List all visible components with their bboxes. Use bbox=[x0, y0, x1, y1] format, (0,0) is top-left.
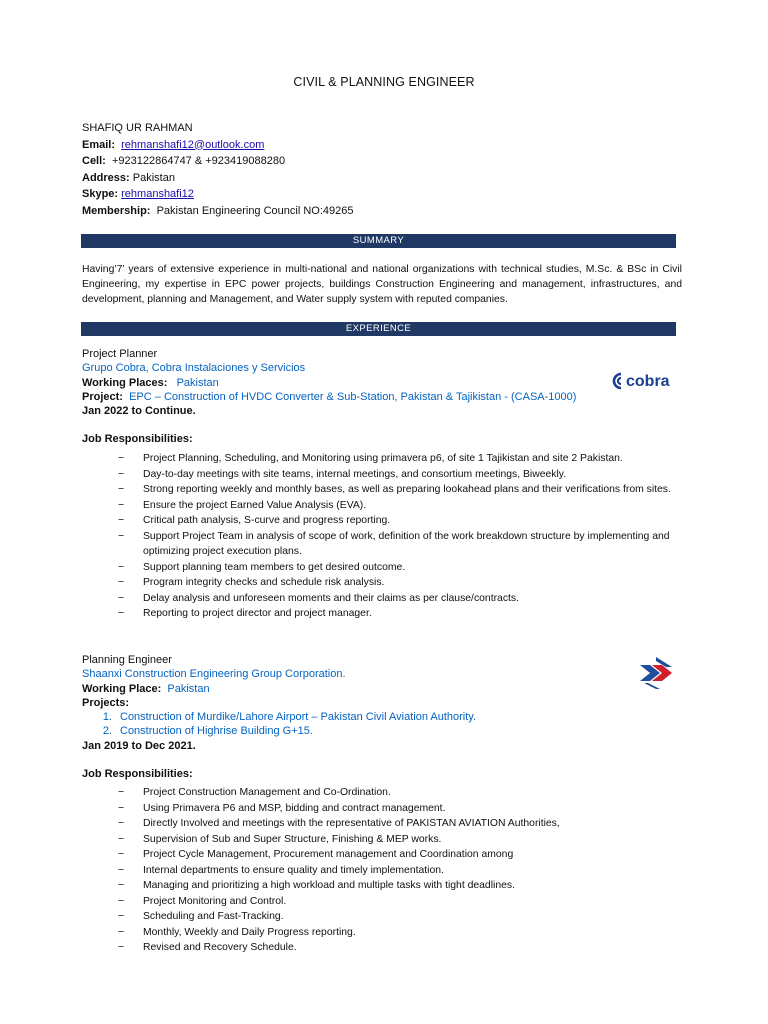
dash-bullet-icon: − bbox=[118, 468, 125, 480]
responsibility-item bbox=[118, 451, 683, 467]
summary-section-bar: SUMMARY bbox=[81, 234, 676, 248]
responsibility-item bbox=[118, 482, 683, 498]
dash-bullet-icon: − bbox=[118, 499, 125, 511]
job1-places-value: Pakistan bbox=[176, 376, 219, 389]
candidate-name: SHAFIQ UR RAHMAN bbox=[82, 122, 193, 134]
responsibility-text: Project Cycle Management, Procurement management and Coordination among bbox=[143, 849, 514, 860]
dash-bullet-icon: − bbox=[118, 592, 125, 604]
responsibility-text: Project Planning, Scheduling, and Monitoring using primavera p6, of site 1 Tajikistan and site 2 Pakistan. bbox=[143, 453, 623, 464]
dash-bullet-icon: − bbox=[118, 530, 125, 542]
dash-bullet-icon: − bbox=[118, 577, 125, 588]
dash-bullet-icon: − bbox=[118, 895, 125, 907]
dash-bullet-icon: − bbox=[118, 864, 125, 876]
job2-period: Jan 2019 to Dec 2021. bbox=[82, 739, 196, 752]
responsibility-text: Revised and Recovery Schedule. bbox=[143, 942, 297, 953]
responsibility-item bbox=[118, 801, 683, 817]
email-line bbox=[82, 137, 354, 154]
job1-places-label: Working Places: bbox=[82, 376, 168, 389]
responsibility-item bbox=[118, 847, 683, 863]
job2-place-label: Working Place: bbox=[82, 682, 162, 695]
responsibility-item bbox=[118, 925, 683, 941]
responsibility-item bbox=[118, 560, 683, 576]
responsibility-item bbox=[118, 832, 683, 848]
job1-company: Grupo Cobra, Cobra Instalaciones y Servicios bbox=[82, 362, 306, 375]
responsibility-text: Critical path analysis, S-curve and progress reporting. bbox=[143, 515, 391, 526]
responsibility-text: Support Project Team in analysis of scope of work, definition of the work breakdown structure by implementing and optimizing project execution plans. bbox=[143, 530, 670, 557]
responsibility-item bbox=[118, 940, 683, 956]
job2-place-line bbox=[82, 682, 476, 696]
job2-header bbox=[82, 653, 476, 753]
dash-bullet-icon: − bbox=[118, 453, 125, 464]
job2-project-item: 2. Construction of Highrise Building G+15. bbox=[102, 725, 313, 738]
responsibility-item bbox=[118, 909, 683, 925]
contact-block bbox=[82, 120, 354, 219]
responsibility-text: Project Monitoring and Control. bbox=[143, 895, 287, 907]
skype-label: Skype: bbox=[82, 188, 119, 200]
responsibility-text: Internal departments to ensure quality and timely implementation. bbox=[143, 864, 444, 876]
responsibility-text: Managing and prioritizing a high workload and multiple tasks with tight deadlines. bbox=[143, 880, 515, 891]
job2-responsibilities-heading: Job Responsibilities: bbox=[82, 768, 193, 780]
cell-line bbox=[82, 153, 354, 170]
shaanxi-logo-bottom bbox=[644, 683, 660, 689]
job1-role: Project Planner bbox=[82, 348, 158, 360]
responsibility-item bbox=[118, 863, 683, 879]
job2-role: Planning Engineer bbox=[82, 654, 172, 666]
dash-bullet-icon: − bbox=[118, 942, 125, 953]
dash-bullet-icon: − bbox=[118, 484, 125, 495]
membership-line bbox=[82, 203, 354, 220]
job1-project-label: Project: bbox=[82, 390, 123, 403]
cobra-logo-text: cobra bbox=[626, 373, 670, 390]
responsibility-text: Ensure the project Earned Value Analysis (EVA). bbox=[143, 499, 367, 511]
cell-label: Cell: bbox=[82, 155, 106, 167]
dash-bullet-icon: − bbox=[118, 880, 125, 891]
responsibility-text: Supervision of Sub and Super Structure, Finishing & MEP works. bbox=[143, 833, 442, 845]
job1-responsibilities-list bbox=[118, 451, 683, 622]
summary-text: Having’7’ years of extensive experience in multi-national and national organizations with technical studies, M.Sc. & BSc in Civil Engineering, my expertise in EPC power projects, buildings Construction Engineering and management, infrastructures, and development, planning and Management, and Water supply system with reputed companies. bbox=[82, 264, 682, 306]
responsibility-text: Reporting to project director and project manager. bbox=[143, 608, 372, 619]
cell-value: +923122864747 & +923419088280 bbox=[111, 155, 286, 167]
responsibility-text: Scheduling and Fast-Tracking. bbox=[143, 911, 284, 922]
document-title: CIVIL & PLANNING ENGINEER bbox=[293, 75, 475, 89]
address-value: Pakistan bbox=[132, 171, 175, 184]
job1-project-value: EPC – Construction of HVDC Converter & Sub-Station, Pakistan & Tajikistan - (CASA-1000) bbox=[129, 390, 577, 403]
responsibility-item bbox=[118, 591, 683, 607]
responsibility-text: Day-to-day meetings with site teams, internal meetings, and consortium meetings, Biweekly. bbox=[143, 468, 567, 480]
responsibility-text: Monthly, Weekly and Daily Progress reporting. bbox=[143, 926, 356, 938]
responsibility-text: Delay analysis and unforeseen moments and their claims as per clause/contracts. bbox=[143, 592, 519, 604]
responsibility-item bbox=[118, 878, 683, 894]
experience-section-bar: EXPERIENCE bbox=[81, 322, 676, 336]
job1-responsibilities-heading: Job Responsibilities: bbox=[82, 433, 193, 445]
email-label: Email: bbox=[82, 138, 116, 151]
responsibility-text: Program integrity checks and schedule risk analysis. bbox=[143, 577, 385, 588]
responsibility-item bbox=[118, 816, 683, 832]
job1-header bbox=[82, 347, 576, 418]
skype-link[interactable]: rehmanshafi12 bbox=[121, 188, 194, 200]
job1-project-line bbox=[82, 390, 576, 404]
job2-projects-label: Projects: bbox=[82, 696, 130, 709]
cobra-logo bbox=[610, 370, 684, 392]
job2-project-item: 1. Construction of Murdike/Lahore Airport – Pakistan Civil Aviation Authority. bbox=[102, 711, 477, 724]
responsibility-item bbox=[118, 529, 683, 560]
dash-bullet-icon: − bbox=[118, 911, 125, 922]
responsibility-text: Project Construction Management and Co-Ordination. bbox=[143, 787, 391, 798]
membership-value: Pakistan Engineering Council NO:49265 bbox=[156, 204, 354, 217]
job2-projects-list bbox=[82, 710, 476, 739]
responsibility-item bbox=[118, 498, 683, 514]
address-line bbox=[82, 170, 354, 187]
job2-company: Shaanxi Construction Engineering Group Corporation. bbox=[82, 668, 346, 681]
dash-bullet-icon: − bbox=[118, 849, 125, 860]
responsibility-text: Strong reporting weekly and monthly bases, as well as preparing lookahead plans and their verifications from sites. bbox=[143, 484, 671, 495]
job2-place-value: Pakistan bbox=[167, 682, 210, 695]
responsibility-text: Using Primavera P6 and MSP, bidding and contract management. bbox=[143, 802, 446, 814]
address-label: Address: bbox=[82, 171, 130, 184]
job2-responsibilities-list bbox=[118, 785, 683, 956]
responsibility-item bbox=[118, 467, 683, 483]
dash-bullet-icon: − bbox=[118, 833, 125, 845]
dash-bullet-icon: − bbox=[118, 926, 125, 938]
responsibility-text: Directly Involved and meetings with the representative of PAKISTAN AVIATION Authorities, bbox=[143, 818, 560, 829]
shaanxi-logo bbox=[636, 655, 676, 691]
responsibility-item bbox=[118, 785, 683, 801]
responsibility-item bbox=[118, 575, 683, 591]
cobra-logo-mark-inner bbox=[618, 378, 621, 384]
dash-bullet-icon: − bbox=[118, 802, 125, 814]
responsibility-item bbox=[118, 513, 683, 529]
membership-label: Membership: bbox=[82, 204, 151, 217]
dash-bullet-icon: − bbox=[118, 818, 125, 829]
email-link[interactable]: rehmanshafi12@outlook.com bbox=[121, 138, 265, 151]
job1-places-line bbox=[82, 376, 576, 390]
responsibility-item bbox=[118, 606, 683, 622]
job1-period: Jan 2022 to Continue. bbox=[82, 405, 196, 418]
dash-bullet-icon: − bbox=[118, 608, 125, 619]
dash-bullet-icon: − bbox=[118, 515, 125, 526]
dash-bullet-icon: − bbox=[118, 787, 125, 798]
dash-bullet-icon: − bbox=[118, 561, 125, 573]
responsibility-item bbox=[118, 894, 683, 910]
responsibility-text: Support planning team members to get desired outcome. bbox=[143, 561, 406, 573]
skype-line bbox=[82, 186, 354, 203]
